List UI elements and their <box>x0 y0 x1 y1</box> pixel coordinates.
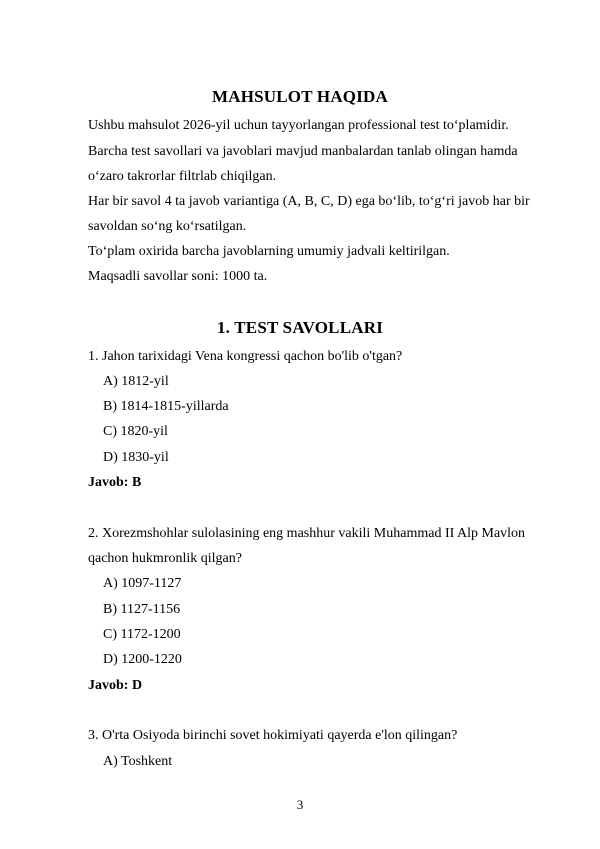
about-line: savoldan so‘ng ko‘rsatilgan. <box>88 219 247 234</box>
answer-option: B) 1814-1815-yillarda <box>103 399 229 414</box>
about-line: Barcha test savollari va javoblari mavjud manbalardan tanlab olingan hamda <box>88 144 518 159</box>
correct-answer: Javob: D <box>88 678 143 693</box>
about-line: Har bir savol 4 ta javob variantiga (A, B, C, D) ega bo‘lib, to‘g‘ri javob har bir <box>88 194 530 209</box>
about-line: o‘zaro takrorlar filtrlab chiqilgan. <box>88 169 277 184</box>
question-text: qachon hukmronlik qilgan? <box>88 551 242 566</box>
question-text: 2. Xorezmshohlar sulolasining eng mashhur vakili Muhammad II Alp Mavlon <box>88 526 526 541</box>
answer-option: C) 1172-1200 <box>103 627 181 642</box>
answer-option: D) 1830-yil <box>103 450 169 465</box>
about-line: To‘plam oxirida barcha javoblarning umumiy jadvali keltirilgan. <box>88 244 450 259</box>
question-text: 1. Jahon tarixidagi Vena kongressi qachon bo'lib o'tgan? <box>88 349 403 364</box>
about-title: MAHSULOT HAQIDA <box>211 87 388 106</box>
answer-option: B) 1127-1156 <box>103 602 181 617</box>
section-title: 1. TEST SAVOLLARI <box>216 318 384 337</box>
answer-option: A) 1812-yil <box>103 374 169 389</box>
answer-option: C) 1820-yil <box>103 424 168 439</box>
question-text: 3. O'rta Osiyoda birinchi sovet hokimiyati qayerda e'lon qilingan? <box>88 728 458 743</box>
answer-option: A) Toshkent <box>103 754 173 769</box>
about-line: Ushbu mahsulot 2026-yil uchun tayyorlangan professional test to‘plamidir. <box>88 118 509 133</box>
page-number: 3 <box>296 797 304 812</box>
correct-answer: Javob: B <box>88 475 142 490</box>
answer-option: D) 1200-1220 <box>103 652 182 667</box>
about-line: Maqsadli savollar soni: 1000 ta. <box>88 269 268 284</box>
answer-option: A) 1097-1127 <box>103 576 182 591</box>
